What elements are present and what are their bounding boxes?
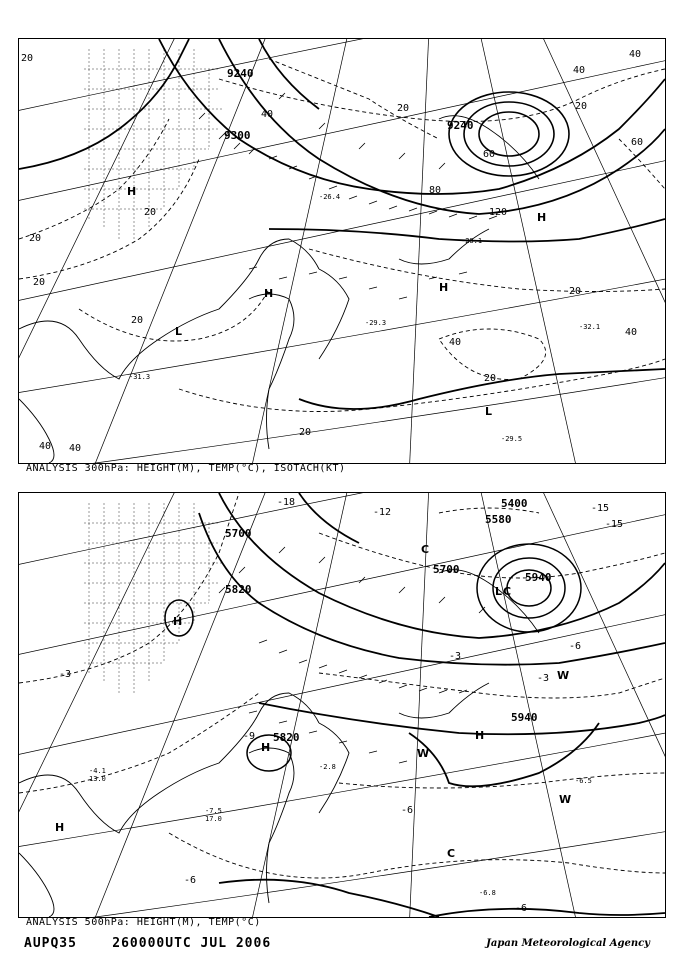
product-code: AUPQ35 bbox=[24, 936, 77, 951]
longitude-grid bbox=[19, 493, 665, 917]
temp-label: -26.4 bbox=[319, 193, 341, 201]
isotherm-lines bbox=[19, 493, 665, 878]
low-center: L bbox=[495, 585, 503, 598]
isotherm-label: -18 bbox=[277, 497, 296, 508]
station-value: -2.8 bbox=[319, 763, 336, 771]
height-label: 5820 bbox=[225, 583, 252, 596]
height-label: 5940 bbox=[525, 571, 552, 584]
wind-barbs bbox=[219, 547, 485, 763]
high-center: H bbox=[127, 185, 137, 198]
cold-center: C bbox=[447, 847, 456, 860]
isotach-label: 20 bbox=[484, 373, 497, 384]
low-center: L bbox=[175, 325, 183, 338]
warm-center: W bbox=[559, 793, 572, 806]
cold-center: C bbox=[503, 585, 512, 598]
chart-500hpa bbox=[18, 492, 666, 918]
chart-500hpa-map bbox=[19, 493, 665, 917]
height-label: 5700 bbox=[225, 527, 252, 540]
temp-label: -28.1 bbox=[461, 237, 483, 245]
top-labels bbox=[21, 49, 643, 454]
warm-center: W bbox=[417, 747, 430, 760]
chart-300hpa bbox=[18, 38, 666, 464]
terrain-hatch bbox=[84, 503, 224, 693]
station-value: -4.1 bbox=[89, 767, 106, 775]
high-center: H bbox=[261, 741, 271, 754]
height-label: 5400 bbox=[501, 497, 528, 510]
isotherm-label: -6 bbox=[184, 875, 197, 886]
temp-label: -32.1 bbox=[579, 323, 601, 331]
isotach-label: 40 bbox=[261, 109, 274, 120]
valid-time: 260000UTC JUL 2006 bbox=[112, 936, 272, 951]
high-center: H bbox=[439, 281, 449, 294]
high-center: H bbox=[264, 287, 274, 300]
station-value: 13.0 bbox=[89, 775, 106, 783]
height-label: 5820 bbox=[273, 731, 300, 744]
height-label: 9300 bbox=[224, 129, 251, 142]
isotherm-label: -12 bbox=[373, 507, 392, 518]
caption-500hpa: ANALYSIS 500hPa: HEIGHT(M), TEMP(°C) bbox=[26, 917, 261, 928]
isotach-label: 20 bbox=[397, 103, 410, 114]
isotach-label: 20 bbox=[569, 286, 582, 297]
height-contours bbox=[19, 39, 665, 409]
height-label: 5700 bbox=[433, 563, 460, 576]
chart-300hpa-map bbox=[19, 39, 665, 463]
caption-300hpa: ANALYSIS 300hPa: HEIGHT(M), TEMP(°C), ISOTACH(KT) bbox=[26, 463, 346, 474]
isotach-label: 80 bbox=[429, 185, 442, 196]
height-contours bbox=[199, 493, 665, 917]
isotherm-label: -3 bbox=[537, 673, 550, 684]
isotach-label: 20 bbox=[575, 101, 588, 112]
latitude-grid bbox=[19, 493, 665, 917]
height-label: 5940 bbox=[511, 711, 538, 724]
isotherm-label: -6 bbox=[401, 805, 414, 816]
cold-center: C bbox=[421, 543, 430, 556]
isotach-label: 60 bbox=[631, 137, 644, 148]
isotach-label: 20 bbox=[29, 233, 42, 244]
station-value: -6.8 bbox=[479, 889, 496, 897]
high-center: H bbox=[173, 615, 183, 628]
isotherm-label: -15 bbox=[605, 519, 624, 530]
isotach-label: 60 bbox=[483, 149, 496, 160]
isotherm-label: -3 bbox=[59, 669, 72, 680]
isotach-label: 20 bbox=[131, 315, 144, 326]
low-center: L bbox=[485, 405, 493, 418]
height-label: 9240 bbox=[447, 119, 474, 132]
isotherm-label: -3 bbox=[449, 651, 462, 662]
station-value: -6.5 bbox=[575, 777, 592, 785]
isotach-label: 40 bbox=[629, 49, 642, 60]
height-label: 9240 bbox=[227, 67, 254, 80]
isotach-label: 40 bbox=[449, 337, 462, 348]
warm-center: W bbox=[557, 669, 570, 682]
high-center: H bbox=[55, 821, 65, 834]
temp-label: -31.3 bbox=[129, 373, 151, 381]
chart-code bbox=[24, 936, 271, 951]
isotach-label: 40 bbox=[69, 443, 82, 454]
station-value: -7.5 bbox=[205, 807, 222, 815]
isotach-label: 20 bbox=[21, 53, 34, 64]
high-center: H bbox=[475, 729, 485, 742]
coastlines bbox=[19, 116, 539, 463]
height-label: 5580 bbox=[485, 513, 512, 526]
high-center: H bbox=[537, 211, 547, 224]
isotach-label: 40 bbox=[573, 65, 586, 76]
isotach-label: 20 bbox=[144, 207, 157, 218]
agency-credit: Japan Meteorological Agency bbox=[486, 938, 650, 949]
isotach-label: 40 bbox=[625, 327, 638, 338]
isotherm-label: -9 bbox=[243, 731, 256, 742]
station-value: 17.0 bbox=[205, 815, 222, 823]
isotach-lines bbox=[19, 59, 665, 412]
isotach-label: 20 bbox=[33, 277, 46, 288]
isotherm-label: -6 bbox=[515, 903, 528, 914]
isotach-label: 20 bbox=[299, 427, 312, 438]
temp-label: -29.3 bbox=[365, 319, 387, 327]
isotach-label: 40 bbox=[39, 441, 52, 452]
temp-label: -29.5 bbox=[501, 435, 523, 443]
isotherm-label: -15 bbox=[591, 503, 610, 514]
isotherm-label: -6 bbox=[569, 641, 582, 652]
isotach-label: 120 bbox=[489, 207, 508, 218]
